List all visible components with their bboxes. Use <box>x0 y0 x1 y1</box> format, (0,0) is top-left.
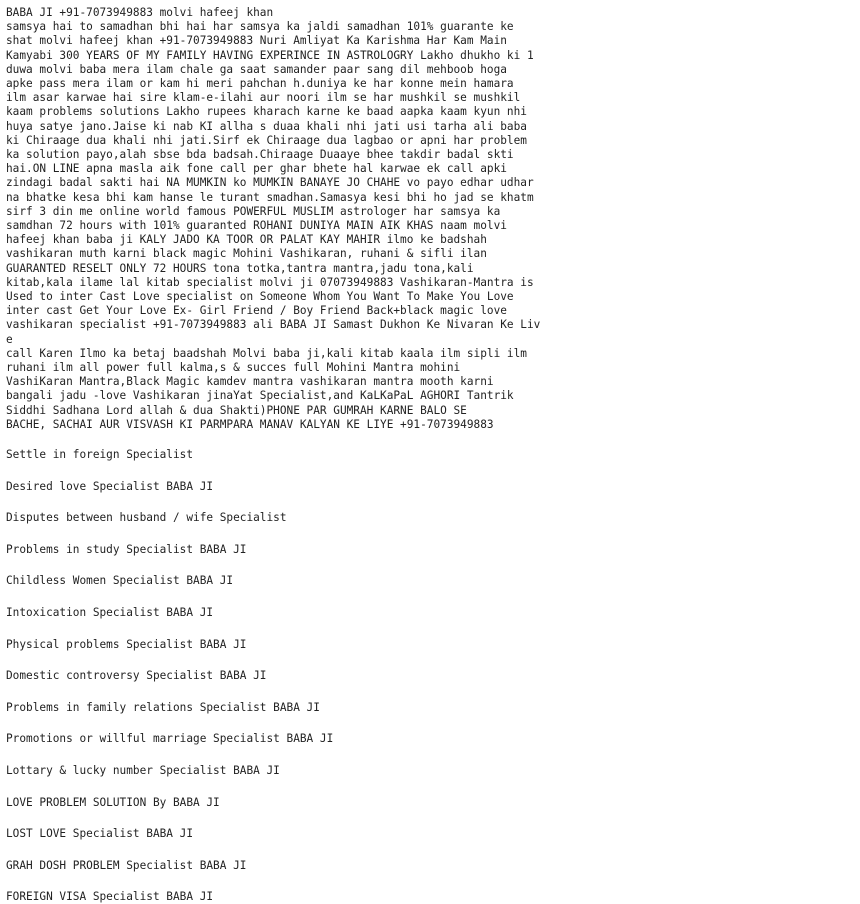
specialist-item: Promotions or willful marriage Specialist BABA JI <box>6 732 334 746</box>
intro-line: ilm asar karwae hai sire klam-e-ilahi aur noori ilm se har mushkil se mushkil <box>6 91 521 105</box>
intro-line: BACHE, SACHAI AUR VISVASH KI PARMPARA MANAV KALYAN KE LIYE +91-7073949883 <box>6 417 494 431</box>
intro-line: duwa molvi baba mera ilam chale ga saat samander paar sang dil mehboob hoga <box>6 62 507 76</box>
intro-line: BABA JI +91-7073949883 molvi hafeej khan <box>6 6 274 19</box>
intro-line: hafeej khan baba ji KALY JADO KA TOOR OR PALAT KAY MAHIR ilmo ke badshah <box>6 233 487 247</box>
intro-line: bangali jadu -love Vashikaran jinaYat Specialist,and KaLKaPaL AGHORI Tantrik <box>6 389 514 403</box>
intro-text-block <box>6 6 854 432</box>
specialist-list <box>6 448 854 904</box>
specialist-item: Childless Women Specialist BABA JI <box>6 574 234 588</box>
intro-line: sirf 3 din me online world famous POWERFUL MUSLIM astrologer har samsya ka <box>6 204 501 218</box>
intro-line: hai.ON LINE apna masla aik fone call per ghar bhete hal karwae ek call apki <box>6 162 507 176</box>
specialist-item: Intoxication Specialist BABA JI <box>6 606 214 620</box>
intro-line: vashikaran muth karni black magic Mohini Vashikaran, ruhani & sifli ilan <box>6 247 487 261</box>
intro-line: e <box>6 332 13 346</box>
intro-line: inter cast Get Your Love Ex- Girl Friend / Boy Friend Back+black magic love <box>6 304 507 318</box>
specialist-item: Domestic controversy Specialist BABA JI <box>6 669 267 683</box>
specialist-item: Physical problems Specialist BABA JI <box>6 637 247 651</box>
specialist-item: LOVE PROBLEM SOLUTION By BABA JI <box>6 795 220 809</box>
intro-line: huya satye jano.Jaise ki nab KI allha s duaa khali nhi jati usi tarha ali baba <box>6 119 527 133</box>
intro-line: Siddhi Sadhana Lord allah & dua Shakti)PHONE PAR GUMRAH KARNE BALO SE <box>6 403 467 417</box>
intro-line: kitab,kala ilame lal kitab specialist molvi ji 07073949883 Vashikaran-Mantra is <box>6 275 534 289</box>
specialist-item: Problems in study Specialist BABA JI <box>6 542 247 556</box>
intro-line: ka solution payo,alah sbse bda badsah.Chiraage Duaaye bhee takdir badal skti <box>6 148 514 162</box>
intro-line: Used to inter Cast Love specialist on Someone Whom You Want To Make You Love <box>6 290 514 304</box>
intro-line: VashiKaran Mantra,Black Magic kamdev mantra vashikaran mantra mooth karni <box>6 375 494 389</box>
intro-line: zindagi badal sakti hai NA MUMKIN ko MUMKIN BANAYE JO CHAHE vo payo edhar udhar <box>6 176 534 190</box>
specialist-item: FOREIGN VISA Specialist BABA JI <box>6 890 214 904</box>
specialist-item: Desired love Specialist BABA JI <box>6 479 214 493</box>
intro-line: Kamyabi 300 YEARS OF MY FAMILY HAVING EXPERINCE IN ASTROLOGRY Lakho dhukho ki 1 <box>6 48 534 62</box>
intro-line: samdhan 72 hours with 101% guaranted ROHANI DUNIYA MAIN AIK KHAS naam molvi <box>6 219 507 233</box>
intro-line: samsya hai to samadhan bhi hai har samsya ka jaldi samadhan 101% guarante ke <box>6 20 514 34</box>
intro-line: apke pass mera ilam or kam hi meri pahchan h.duniya ke har konne mein hamara <box>6 77 514 91</box>
intro-line: na bhatke kesa bhi kam hanse le turant smadhan.Samasya kesi bhi ho jad se khatm <box>6 190 534 204</box>
intro-line: GUARANTED RESELT ONLY 72 HOURS tona totka,tantra mantra,jadu tona,kali <box>6 261 474 275</box>
specialist-item: Problems in family relations Specialist BABA JI <box>6 700 320 714</box>
specialist-item: LOST LOVE Specialist BABA JI <box>6 827 194 841</box>
intro-line: call Karen Ilmo ka betaj baadshah Molvi baba ji,kali kitab kaala ilm sipli ilm <box>6 346 527 360</box>
intro-line: ruhani ilm all power full kalma,s & succes full Mohini Mantra mohini <box>6 361 461 375</box>
specialist-item: Disputes between husband / wife Specialist <box>6 511 287 525</box>
intro-line: ki Chiraage dua khali nhi jati.Sirf ek Chiraage dua lagbao or apni har problem <box>6 133 527 147</box>
specialist-item: Settle in foreign Specialist <box>6 448 194 462</box>
intro-line: shat molvi hafeej khan +91-7073949883 Nuri Amliyat Ka Karishma Har Kam Main <box>6 34 507 48</box>
document-page <box>6 6 854 904</box>
specialist-item: Lottary & lucky number Specialist BABA JI <box>6 764 280 778</box>
intro-line: vashikaran specialist +91-7073949883 ali BABA JI Samast Dukhon Ke Nivaran Ke Liv <box>6 318 541 332</box>
intro-line: kaam problems solutions Lakho rupees kharach karne ke baad aapka kaam kyun nhi <box>6 105 527 119</box>
specialist-item: GRAH DOSH PROBLEM Specialist BABA JI <box>6 858 247 872</box>
